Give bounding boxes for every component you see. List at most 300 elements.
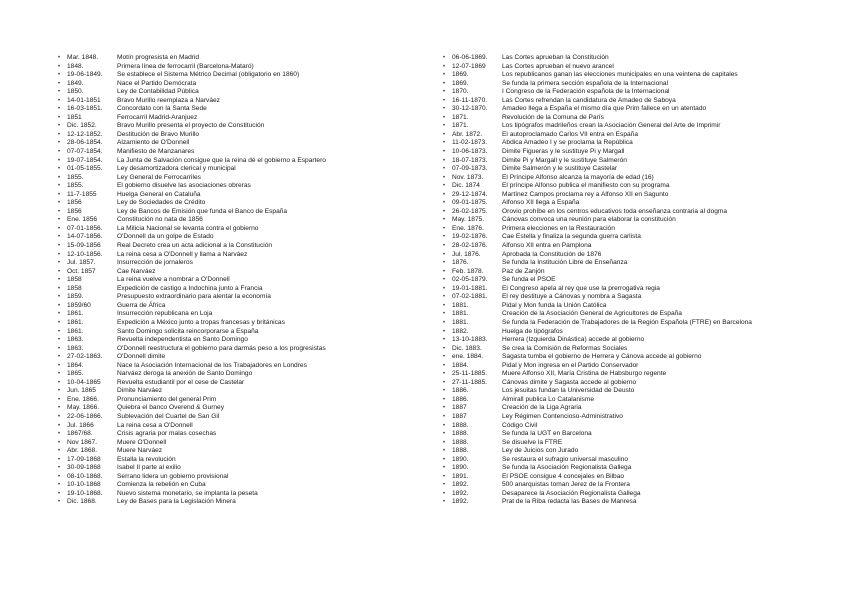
bullet: • (443, 285, 446, 292)
event-text: Insurrección de jornaleros (117, 259, 193, 267)
event-date: Jul. 1876. (452, 250, 481, 258)
list-item (443, 456, 843, 465)
event-text: Constitución no nata de 1856 (117, 216, 203, 224)
list-item (58, 336, 428, 345)
event-date: 1888. (452, 447, 469, 455)
event-date: 07-07-1854. (67, 148, 103, 156)
bullet: • (443, 166, 446, 173)
bullet: • (58, 396, 61, 403)
bullet: • (443, 413, 446, 420)
event-date: 1856 (67, 207, 82, 215)
event-text: Pidal y Mon ingresa en el Partido Conservador (502, 361, 639, 369)
list-item (58, 148, 428, 157)
event-text: O'Donnell da un golpe de Estado (117, 233, 214, 241)
list-item (443, 302, 843, 311)
bullet: • (443, 456, 446, 463)
event-text: Muere Alfonso XII, María Cristina de Habsburgo regente (502, 370, 667, 378)
event-date: Ene. 1856 (67, 216, 98, 224)
list-item (58, 114, 428, 123)
bullet: • (443, 183, 446, 190)
event-date: Abr. 1872. (452, 130, 483, 138)
event-date: 1882. (452, 327, 469, 335)
event-date: 14-07-1856. (67, 233, 103, 241)
list-item (58, 422, 428, 431)
event-date: 10-04-1865 (67, 378, 101, 386)
event-text: Martínez Campos proclama rey a Alfonso XII en Sagunto (502, 190, 669, 198)
list-item (58, 370, 428, 379)
event-text: Manifiesto de Manzanares (117, 148, 195, 156)
event-date: 30-09-1868 (67, 464, 101, 472)
bullet: • (443, 106, 446, 113)
bullet: • (58, 80, 61, 87)
list-item (58, 259, 428, 268)
event-date: 1890. (452, 464, 469, 472)
event-text: Crisis agraria por malas cosechas (117, 430, 217, 438)
event-text: Alfonso XII llega a España (502, 199, 580, 207)
bullet: • (58, 456, 61, 463)
event-text: La Milicia Nacional se levanta contra el gobierno (117, 224, 259, 232)
event-date: 1887 (452, 412, 467, 420)
event-text: Cánovas convoca una reunión para elaborar la constitución (502, 216, 676, 224)
bullet: • (58, 388, 61, 395)
bullet: • (58, 499, 61, 506)
event-text: Dimite Pi y Margall y le sustituye Salmerón (502, 156, 627, 164)
event-text: Los republicanos ganan las elecciones municipales en una veintena de capitales (502, 71, 738, 79)
bullet: • (58, 174, 61, 181)
event-date: Oct. 1857 (67, 267, 96, 275)
event-text: Se funda la primera sección española de la Internacional (502, 79, 669, 87)
list-item (58, 387, 428, 396)
event-date: 1863. (67, 344, 84, 352)
event-date: 1849. (67, 79, 84, 87)
list-item (443, 71, 843, 80)
event-text: El Príncipe Alfonso alcanza la mayoría de edad (16) (502, 173, 654, 181)
bullet: • (58, 362, 61, 369)
event-text: Ley de Juicios con Jurado (502, 447, 579, 455)
event-text: Isabel II parte al exilio (117, 464, 181, 472)
list-item (443, 157, 843, 166)
bullet: • (443, 319, 446, 326)
event-text: Bravo Murillo presenta el proyecto de Constitución (117, 122, 265, 130)
event-text: Bravo Murillo reemplaza a Narváez (117, 96, 220, 104)
bullet: • (443, 260, 446, 267)
list-item (58, 88, 428, 97)
list-item (443, 165, 843, 174)
event-text: Se crea la Comisión de Reformas Sociales (502, 344, 628, 352)
list-item (58, 54, 428, 63)
event-date: 22-06-1866. (67, 412, 103, 420)
event-text: Dimite Salmerón y le sustituye Castelar (502, 165, 618, 173)
event-date: 02-05-1879. (452, 276, 488, 284)
list-item (58, 225, 428, 234)
list-item (443, 182, 843, 191)
event-date: 16-03-1851. (67, 105, 103, 113)
event-date: 12-07-1869 (452, 62, 486, 70)
event-text: Abdica Amadeo I y se proclama la República (502, 139, 633, 147)
event-text: Primera elecciones en la Restauración (502, 224, 615, 232)
event-date: 1861. (67, 310, 84, 318)
event-date: 10-06-1873. (452, 148, 488, 156)
list-item (443, 481, 843, 490)
event-date: 11-02-1873. (452, 139, 488, 147)
bullet: • (58, 123, 61, 130)
event-text: Dimite Narváez (117, 387, 163, 395)
event-date: 1890. (452, 455, 469, 463)
event-text: I Congreso de la Federación española de la Internacional (502, 88, 670, 96)
list-item (443, 387, 843, 396)
bullet: • (443, 396, 446, 403)
bullet: • (443, 217, 446, 224)
event-date: 12-10-1856. (67, 250, 103, 258)
bullet: • (58, 354, 61, 361)
event-text: Ley de Sociedades de Crédito (117, 199, 206, 207)
event-date: 1871. (452, 113, 469, 121)
event-date: 1864. (67, 361, 84, 369)
event-date: 19-06-1849. (67, 71, 103, 79)
list-item (443, 139, 843, 148)
bullet: • (58, 473, 61, 480)
bullet: • (58, 482, 61, 489)
list-item (58, 105, 428, 114)
event-text: Desaparece la Asociación Regionalista Gallega (502, 489, 641, 497)
bullet: • (58, 302, 61, 309)
list-item (443, 498, 843, 507)
bullet: • (443, 439, 446, 446)
event-date: 19-02-1876. (452, 233, 488, 241)
event-date: 25-11-1885. (452, 370, 488, 378)
bullet: • (443, 89, 446, 96)
list-item (443, 191, 843, 200)
list-item (443, 447, 843, 456)
bullet: • (443, 388, 446, 395)
event-text: Aprobada la Constitución de 1876 (502, 250, 602, 258)
list-item (443, 439, 843, 448)
bullet: • (443, 294, 446, 301)
list-item (443, 345, 843, 354)
event-date: 1881. (452, 310, 469, 318)
bullet: • (58, 55, 61, 61)
bullet: • (58, 422, 61, 429)
bullet: • (443, 200, 446, 207)
list-item (58, 242, 428, 251)
event-date: 15-09-1856 (67, 242, 101, 250)
event-text: Se establece el Sistema Métrico Decimal (obligatorio en 1860) (117, 71, 300, 79)
event-date: 30-12-1870. (452, 105, 488, 113)
list-item (443, 208, 843, 217)
bullet: • (58, 260, 61, 267)
event-date: 1859. (67, 293, 84, 301)
event-date: 18-07-1873. (452, 156, 488, 164)
event-date: 1891. (452, 472, 469, 480)
list-item (58, 139, 428, 148)
event-date: 1887 (452, 404, 467, 412)
event-date: 08-10-1868. (67, 472, 103, 480)
bullet: • (58, 319, 61, 326)
list-item (443, 293, 843, 302)
event-text: Concordato con la Santa Sede (117, 105, 207, 113)
event-date: 28-02-1876. (452, 242, 488, 250)
event-text: Nace el Partido Demócrata (117, 79, 197, 87)
list-item (58, 396, 428, 405)
list-item (443, 114, 843, 123)
event-text: El príncipe Alfonso publica el manifiesto con su programa (502, 182, 670, 190)
event-text: Los jesuitas fundan la Universidad de Deusto (502, 387, 635, 395)
event-date: 07-01-1856. (67, 224, 103, 232)
event-date: 07-09-1873. (452, 165, 488, 173)
event-text: Destitución de Bravo Murillo (117, 130, 200, 138)
list-item (443, 285, 843, 294)
list-item (443, 54, 843, 63)
bullet: • (443, 473, 446, 480)
list-item (58, 362, 428, 371)
event-date: 1869. (452, 71, 469, 79)
list-item (58, 157, 428, 166)
event-date: 1892. (452, 489, 469, 497)
bullet: • (443, 80, 446, 87)
list-item (443, 63, 843, 72)
list-item (58, 498, 428, 507)
list-item (58, 439, 428, 448)
event-text: O'Donnell dimite (117, 353, 166, 361)
event-text: Sagasta tumba el gobierno de Herrera y Cánova accede al gobierno (502, 353, 702, 361)
list-item (443, 362, 843, 371)
event-text: Ley de Contabilidad Pública (117, 88, 199, 96)
bullet: • (443, 328, 446, 335)
event-date: Dic. 1874 (452, 182, 480, 190)
list-item (443, 199, 843, 208)
bullet: • (443, 149, 446, 156)
list-item (443, 370, 843, 379)
bullet: • (58, 72, 61, 79)
list-item (58, 208, 428, 217)
bullet: • (58, 243, 61, 250)
bullet: • (58, 234, 61, 241)
event-text: La reina vuelve a nombrar a O'Donnell (117, 276, 230, 284)
event-text: Pidal y Mon funda la Unión Católica (502, 301, 607, 309)
bullet: • (58, 277, 61, 284)
bullet: • (443, 131, 446, 138)
list-item (443, 122, 843, 131)
event-text: Se funda la Institución Libre de Enseñanza (502, 259, 628, 267)
list-item (58, 174, 428, 183)
event-text: Ley General de Ferrocarriles (117, 173, 201, 181)
list-item (58, 481, 428, 490)
bullet: • (443, 157, 446, 164)
event-date: 1888. (452, 421, 469, 429)
bullet: • (58, 225, 61, 232)
event-text: Ley de Bancos de Emisión que funda el Banco de España (117, 207, 288, 215)
bullet: • (58, 89, 61, 96)
event-date: 1888. (452, 430, 469, 438)
event-text: Código Civil (502, 421, 538, 429)
event-date: 10-10-1868 (67, 481, 101, 489)
bullet: • (443, 302, 446, 309)
list-item (58, 345, 428, 354)
event-text: Huelga General en Cataluña (117, 190, 201, 198)
event-text: Huelga de tipógrafos (502, 327, 563, 335)
bullet: • (58, 217, 61, 224)
bullet: • (58, 345, 61, 352)
event-date: Dic. 1868. (67, 498, 97, 506)
event-date: May. 1866. (67, 404, 100, 412)
list-item (443, 379, 843, 388)
list-item (58, 490, 428, 499)
left-timeline-list (58, 54, 428, 507)
bullet: • (443, 465, 446, 472)
event-date: Nov 1867. (67, 438, 98, 446)
event-date: 1861. (67, 318, 84, 326)
event-text: Nace la Asociación Internacional de los Trabajadores en Londres (117, 361, 307, 369)
event-text: 500 anarquistas toman Jerez de la Frontera (502, 481, 630, 489)
bullet: • (58, 439, 61, 446)
list-item (443, 413, 843, 422)
event-date: Dic. 1852. (67, 122, 97, 130)
bullet: • (443, 268, 446, 275)
list-item (443, 225, 843, 234)
event-text: Amadeo llega a España el mismo día que Prim fallece en un atentado (502, 105, 707, 113)
event-text: Quiebra el banco Overend & Gurney (117, 404, 225, 412)
bullet: • (443, 422, 446, 429)
event-text: El Congreso apela al rey que use la prerrogativa regia (502, 284, 660, 292)
event-text: Presupuesto extraordinario para alentar la economía (117, 293, 271, 301)
bullet: • (58, 431, 61, 438)
bullet: • (443, 174, 446, 181)
event-date: Abr. 1868. (67, 447, 98, 455)
list-item (443, 336, 843, 345)
bullet: • (58, 268, 61, 275)
event-text: O'Donnell reestructura el gobierno para darmás peso a los progresistas (117, 344, 326, 352)
list-item (443, 259, 843, 268)
list-item (58, 276, 428, 285)
bullet: • (58, 183, 61, 190)
list-item (443, 319, 843, 328)
list-item (58, 285, 428, 294)
event-date: 12-12-1852. (67, 130, 103, 138)
event-date: 29-12-1874. (452, 190, 488, 198)
event-date: Ene. 1866. (67, 395, 99, 403)
list-item (58, 216, 428, 225)
event-date: 1886. (452, 395, 469, 403)
event-text: Primera línea de ferrocarril (Barcelona-Mataró) (117, 62, 254, 70)
event-date: Nov. 1873. (452, 173, 484, 181)
bullet: • (443, 345, 446, 352)
event-date: 1881. (452, 301, 469, 309)
event-date: 1858 (67, 276, 82, 284)
event-text: Expedición de castigo a Indochina junto a Francia (117, 284, 263, 292)
list-item (58, 319, 428, 328)
bullet: • (443, 191, 446, 198)
event-date: 1856 (67, 199, 82, 207)
event-date: 26-02-1875. (452, 207, 488, 215)
bullet: • (58, 465, 61, 472)
event-text: Santo Domingo solicita reincorporarse a España (117, 327, 259, 335)
event-text: Ley desamortizadora clerical y municipal (117, 165, 236, 173)
list-item (443, 328, 843, 337)
bullet: • (443, 140, 446, 147)
bullet: • (58, 285, 61, 292)
bullet: • (443, 448, 446, 455)
list-item (443, 174, 843, 183)
event-date: 06-06-1869. (452, 54, 488, 61)
event-date: 1888. (452, 438, 469, 446)
list-item (58, 430, 428, 439)
bullet: • (443, 243, 446, 250)
list-item (443, 88, 843, 97)
event-text: Ferrocarril Madrid-Aranjuez (117, 113, 198, 121)
bullet: • (443, 97, 446, 104)
bullet: • (58, 490, 61, 497)
event-date: 1861. (67, 327, 84, 335)
list-item (443, 396, 843, 405)
list-item (443, 430, 843, 439)
list-item (443, 276, 843, 285)
list-item (443, 473, 843, 482)
bullet: • (443, 499, 446, 506)
event-text: Cánovas dimite y Sagasta accede al gobierno (502, 378, 637, 386)
event-date: 14-01-1851 (67, 96, 101, 104)
list-item (443, 216, 843, 225)
event-text: Dimite Figueras y le sustituye Pi y Margall (502, 148, 625, 156)
list-item (443, 97, 843, 106)
list-item (58, 456, 428, 465)
event-text: Se funda la UGT en Barcelona (502, 430, 592, 438)
list-item (58, 413, 428, 422)
list-item (58, 353, 428, 362)
bullet: • (443, 208, 446, 215)
event-date: 1884. (452, 361, 469, 369)
bullet: • (58, 114, 61, 121)
event-date: 1855. (67, 182, 84, 190)
event-text: Las Cortes aprueban la Constitución (502, 54, 609, 61)
event-date: Feb. 1878. (452, 267, 484, 275)
right-timeline-list (443, 54, 843, 507)
event-date: 1870. (452, 88, 469, 96)
event-date: 1867/68. (67, 430, 93, 438)
bullet: • (58, 149, 61, 156)
list-item (443, 310, 843, 319)
bullet: • (58, 166, 61, 173)
event-text: Ley de Bases para la Legislación Minera (117, 498, 236, 506)
event-date: 19-01-1881. (452, 284, 488, 292)
bullet: • (58, 140, 61, 147)
list-item (58, 447, 428, 456)
event-text: Orovio prohíbe en los centros educativos toda enseñanza contraria al dogma (502, 207, 728, 215)
list-item (443, 353, 843, 362)
list-item (443, 105, 843, 114)
event-text: Motín progresista en Madrid (117, 54, 200, 61)
event-text: Cae Narváez (117, 267, 156, 275)
bullet: • (58, 200, 61, 207)
event-date: 07-02-1881. (452, 293, 488, 301)
event-text: Se funda el PSOE (502, 276, 556, 284)
bullet: • (443, 72, 446, 79)
event-date: Ene. 1876. (452, 224, 484, 232)
list-item (58, 80, 428, 89)
event-date: 01-05-1855. (67, 165, 103, 173)
event-text: Alfonso XII entra en Pamplona (502, 242, 592, 250)
event-date: 27-11-1885. (452, 378, 488, 386)
list-item (58, 122, 428, 131)
event-text: El autoproclamado Carlos VII entra en España (502, 130, 638, 138)
bullet: • (443, 362, 446, 369)
event-text: Alzamiento de O'Donnell (117, 139, 190, 147)
bullet: • (58, 371, 61, 378)
bullet: • (443, 354, 446, 361)
event-text: Sublevación del Cuartel de San Gil (117, 412, 220, 420)
event-date: 09-01-1875. (452, 199, 488, 207)
event-text: Creación de la Liga Agraria (502, 404, 582, 412)
list-item (58, 379, 428, 388)
